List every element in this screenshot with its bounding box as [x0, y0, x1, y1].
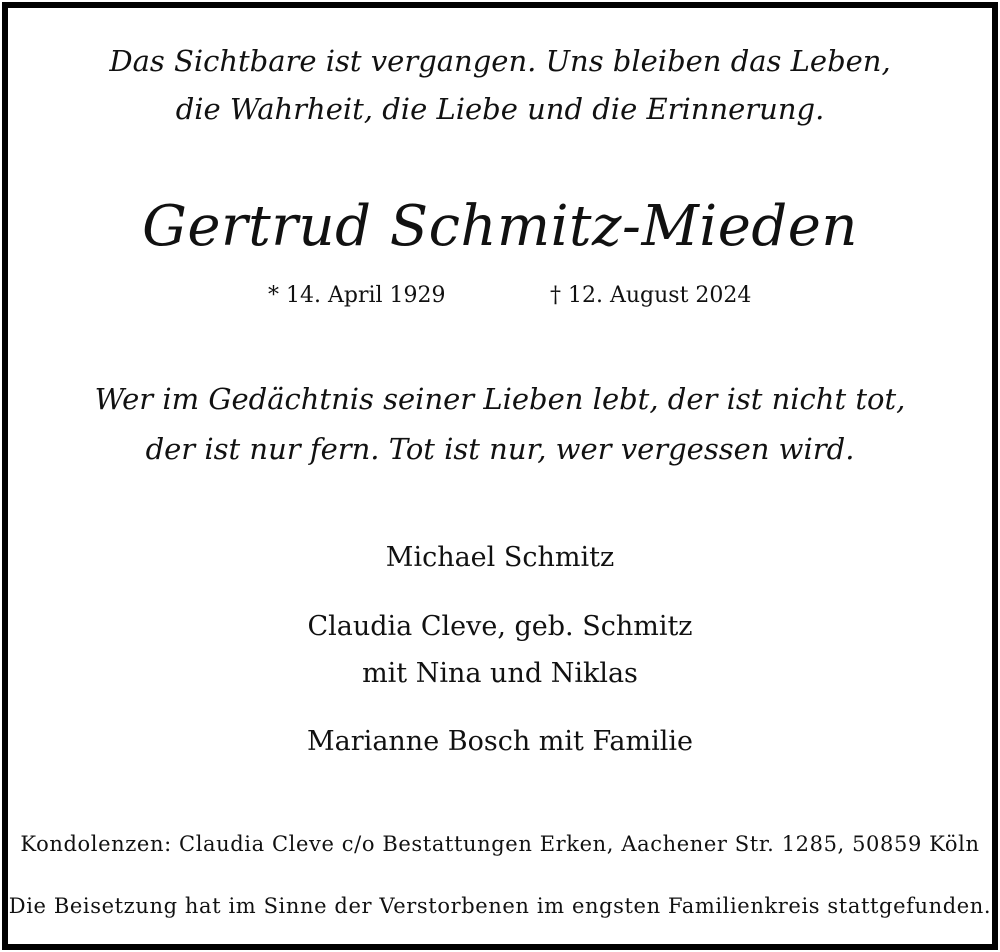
burial-note: Die Beisetzung hat im Sinne der Verstorbenen im engsten Familienkreis stattgefunden. — [8, 894, 992, 918]
opening-quote-line-2: die Wahrheit, die Liebe und die Erinnerung. — [175, 92, 825, 126]
second-quote-line-2: der ist nur fern. Tot ist nur, wer vergessen wird. — [145, 432, 855, 466]
birth-date: * 14. April 1929 — [268, 283, 446, 308]
obituary-frame — [2, 2, 998, 950]
opening-quote-line-1: Das Sichtbare ist vergangen. Uns bleiben das Leben, — [109, 44, 891, 78]
deceased-name: Gertrud Schmitz-Mieden — [142, 194, 858, 259]
condolences-note: Kondolenzen: Claudia Cleve c/o Bestattungen Erken, Aachener Str. 1285, 50859 Köln — [20, 832, 980, 856]
mourner-claudia-children: mit Nina und Niklas — [362, 658, 638, 689]
mourner-marianne: Marianne Bosch mit Familie — [307, 726, 693, 757]
second-quote-line-1: Wer im Gedächtnis seiner Lieben lebt, der ist nicht tot, — [94, 382, 906, 416]
mourner-michael: Michael Schmitz — [385, 542, 615, 573]
death-date: † 12. August 2024 — [550, 283, 752, 308]
mourner-claudia: Claudia Cleve, geb. Schmitz — [307, 611, 693, 642]
